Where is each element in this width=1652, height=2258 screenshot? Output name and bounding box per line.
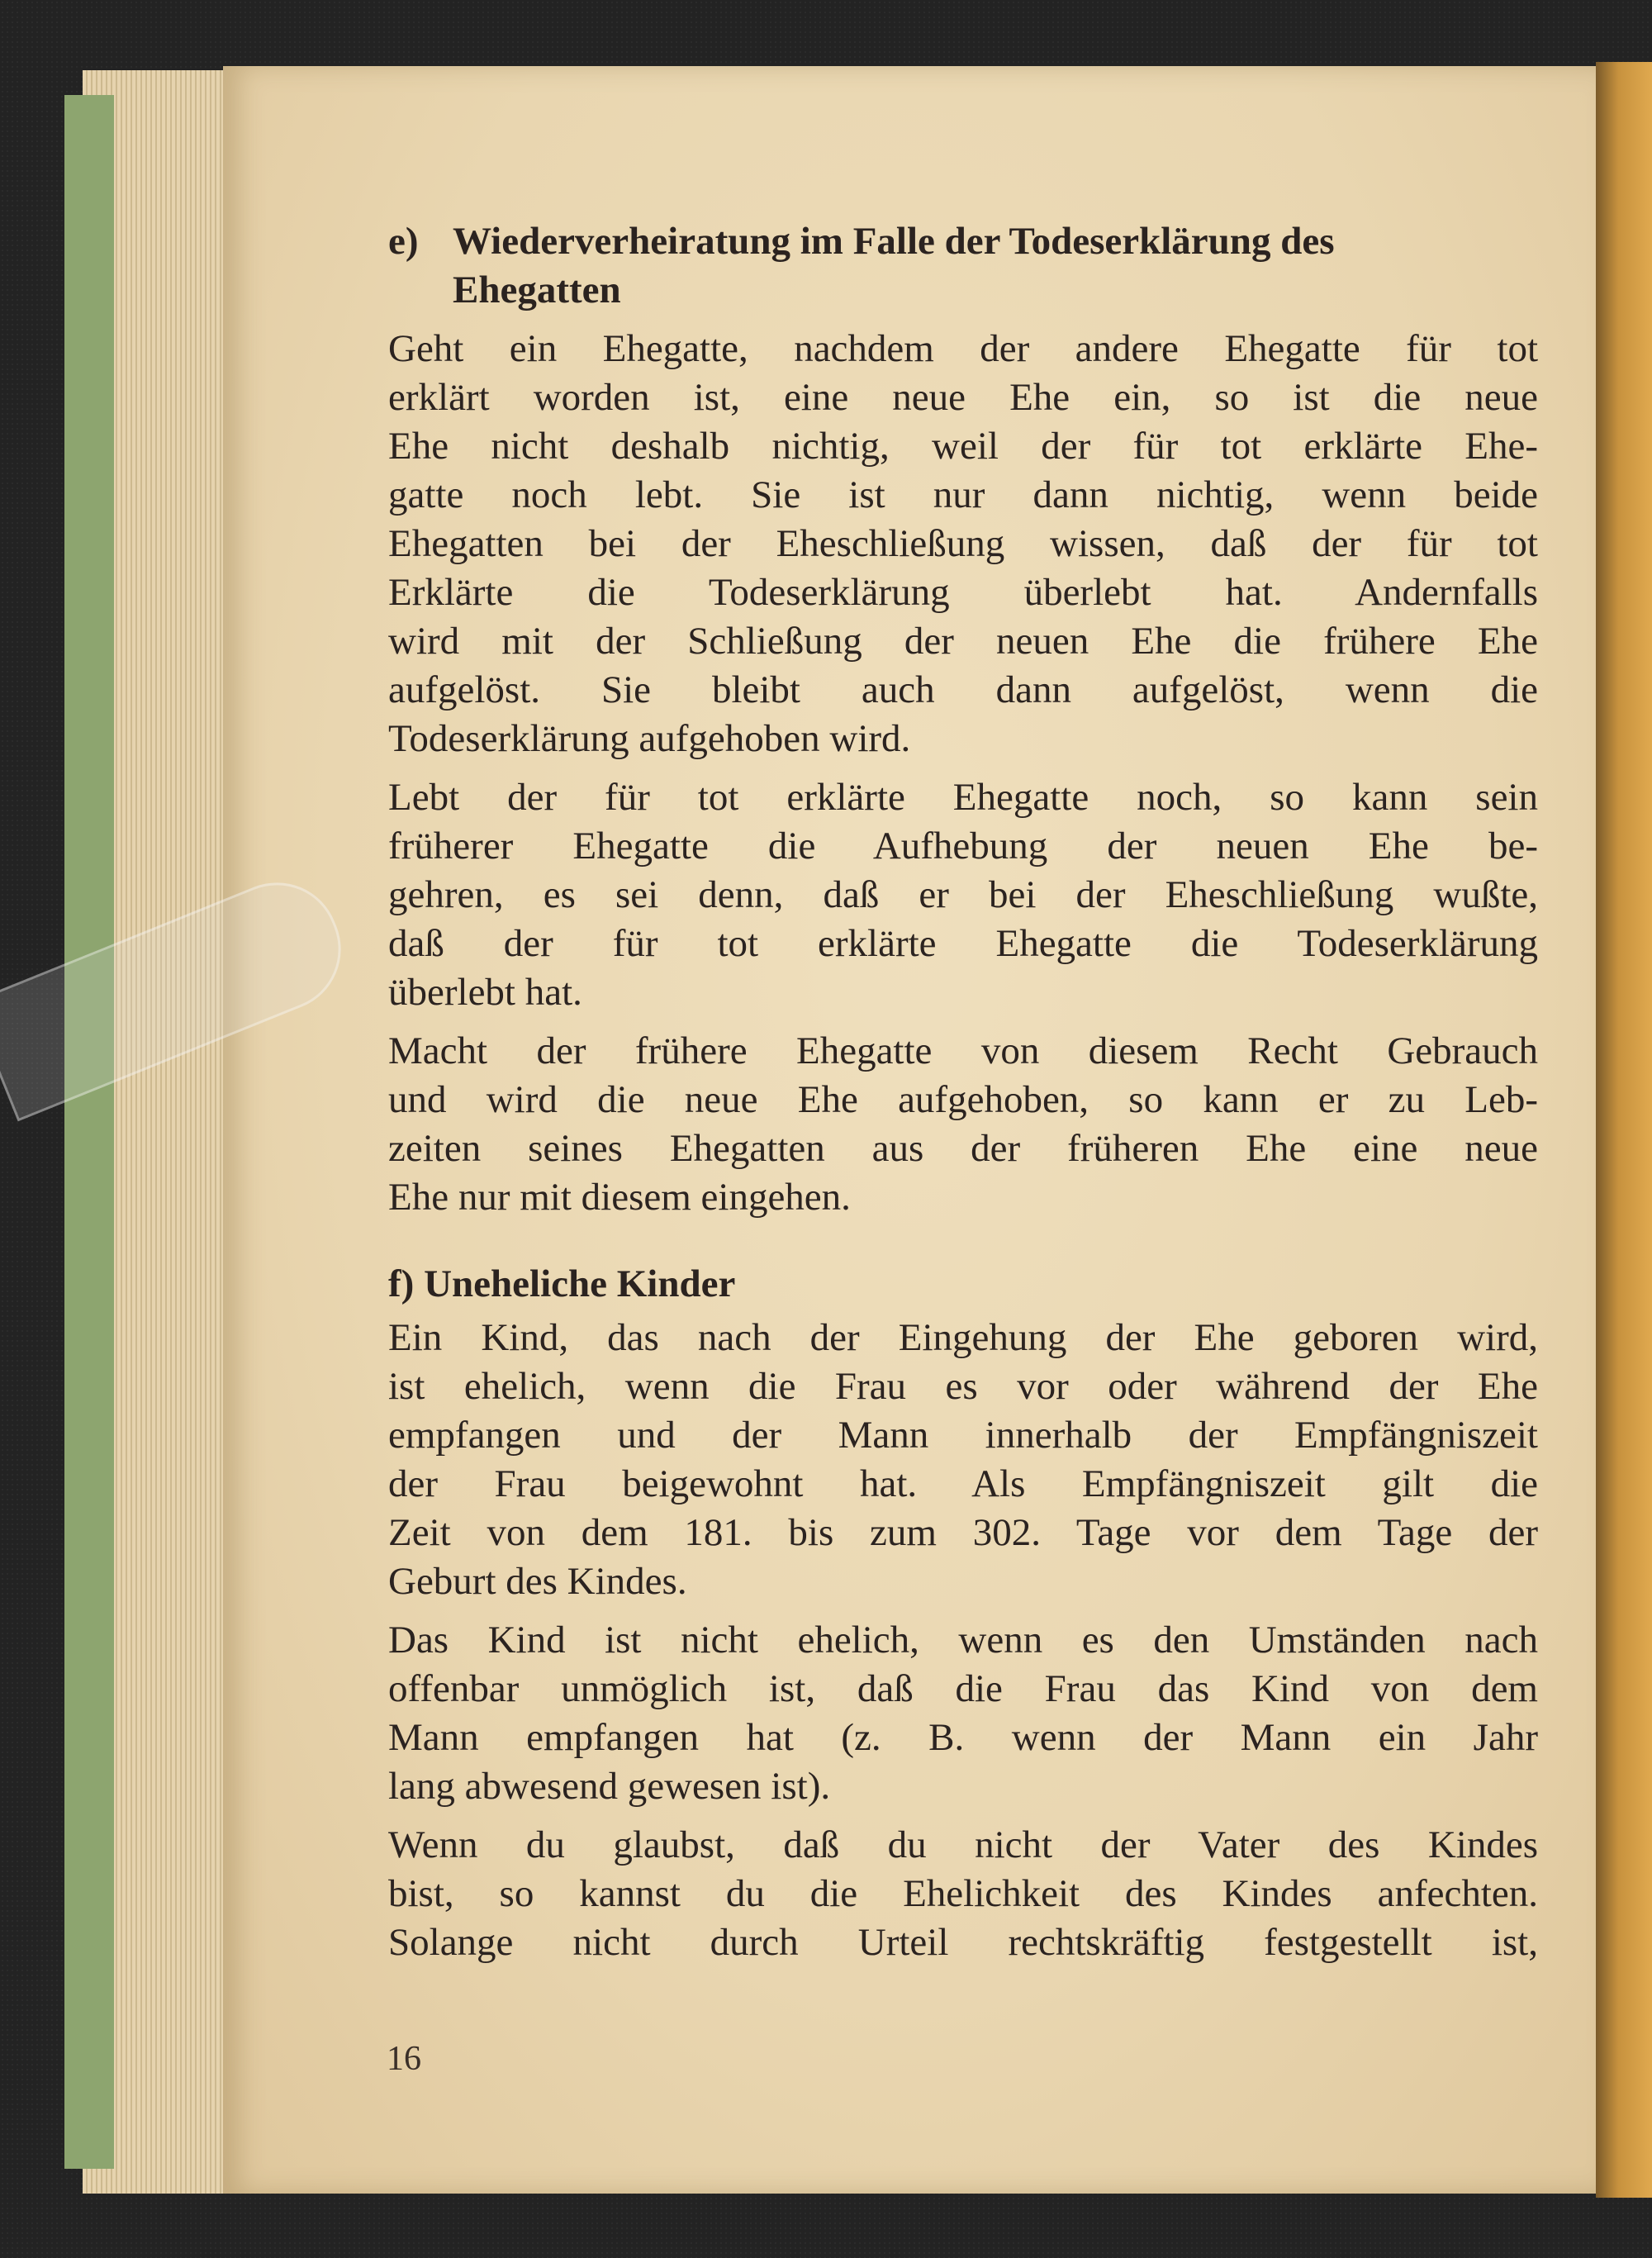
facing-page-edge bbox=[1596, 62, 1652, 2198]
book-cover-edge bbox=[64, 95, 114, 2169]
text-line: ist ehelich, wenn die Frau es vor oder während der Ehe bbox=[388, 1365, 1538, 1408]
text-line: Das Kind ist nicht ehelich, wenn es den Umständen nach bbox=[388, 1619, 1538, 1661]
text-line: wird mit der Schließung der neuen Ehe die frühere Ehe bbox=[388, 620, 1538, 663]
text-line: der Frau beigewohnt hat. Als Empfängniszeit gilt die bbox=[388, 1462, 1538, 1505]
section-f-heading: f) Uneheliche Kinder bbox=[388, 1262, 736, 1305]
text-line: Solange nicht durch Urteil rechtskräftig festgestellt ist, bbox=[388, 1921, 1538, 1964]
text-line: früherer Ehegatte die Aufhebung der neuen Ehe be- bbox=[388, 825, 1538, 868]
text-line: Mann empfangen hat (z. B. wenn der Mann ein Jahr bbox=[388, 1716, 1538, 1759]
text-line: Todeserklärung aufgehoben wird. bbox=[388, 717, 911, 760]
section-e-heading: e) Wiederverheiratung im Falle der Todeserklärung des Ehegatten bbox=[388, 217, 1538, 315]
text-line: Ehe nur mit diesem eingehen. bbox=[388, 1176, 851, 1219]
text-line: Ehe nicht deshalb nichtig, weil der für tot erklärte Ehe- bbox=[388, 425, 1538, 468]
text-line: gatte noch lebt. Sie ist nur dann nichtig, wenn beide bbox=[388, 473, 1538, 516]
text-line: Ein Kind, das nach der Eingehung der Ehe geboren wird, bbox=[388, 1316, 1538, 1359]
text-line: bist, so kannst du die Ehelichkeit des Kindes anfechten. bbox=[388, 1872, 1538, 1915]
text-line: aufgelöst. Sie bleibt auch dann aufgelöst, wenn die bbox=[388, 668, 1538, 711]
text-line: offenbar unmöglich ist, daß die Frau das Kind von dem bbox=[388, 1667, 1538, 1710]
text-line: lang abwesend gewesen ist). bbox=[388, 1765, 831, 1808]
text-line: Geht ein Ehegatte, nachdem der andere Ehegatte für tot bbox=[388, 327, 1538, 370]
text-line: erklärt worden ist, eine neue Ehe ein, so ist die neue bbox=[388, 376, 1538, 419]
paragraph bbox=[388, 325, 1538, 763]
paragraph bbox=[388, 773, 1538, 1017]
paragraph bbox=[388, 1616, 1538, 1811]
text-line: gehren, es sei denn, daß er bei der Eheschließung wußte, bbox=[388, 873, 1538, 916]
paragraph bbox=[388, 1027, 1538, 1222]
paragraph bbox=[388, 1821, 1538, 1967]
text-line: Wenn du glaubst, daß du nicht der Vater des Kindes bbox=[388, 1823, 1538, 1866]
text-line: empfangen und der Mann innerhalb der Empfängniszeit bbox=[388, 1414, 1538, 1457]
text-line: Lebt der für tot erklärte Ehegatte noch, so kann sein bbox=[388, 776, 1538, 819]
text-line: Macht der frühere Ehegatte von diesem Recht Gebrauch bbox=[388, 1029, 1538, 1072]
text-line: überlebt hat. bbox=[388, 971, 582, 1014]
text-line: Zeit von dem 181. bis zum 302. Tage vor dem Tage der bbox=[388, 1511, 1538, 1554]
paragraph bbox=[388, 1314, 1538, 1606]
page-text bbox=[388, 217, 1538, 1967]
text-line: zeiten seines Ehegatten aus der früheren Ehe eine neue bbox=[388, 1127, 1538, 1170]
text-line: Ehegatten bei der Eheschließung wissen, daß der für tot bbox=[388, 522, 1538, 565]
page-number: 16 bbox=[387, 2040, 421, 2078]
text-line: und wird die neue Ehe aufgehoben, so kann er zu Leb- bbox=[388, 1078, 1538, 1121]
text-line: Erklärte die Todeserklärung überlebt hat. Andernfalls bbox=[388, 571, 1538, 614]
text-line: Geburt des Kindes. bbox=[388, 1560, 687, 1603]
text-line: daß der für tot erklärte Ehegatte die Todeserklärung bbox=[388, 922, 1538, 965]
section-label: e) bbox=[388, 220, 419, 263]
